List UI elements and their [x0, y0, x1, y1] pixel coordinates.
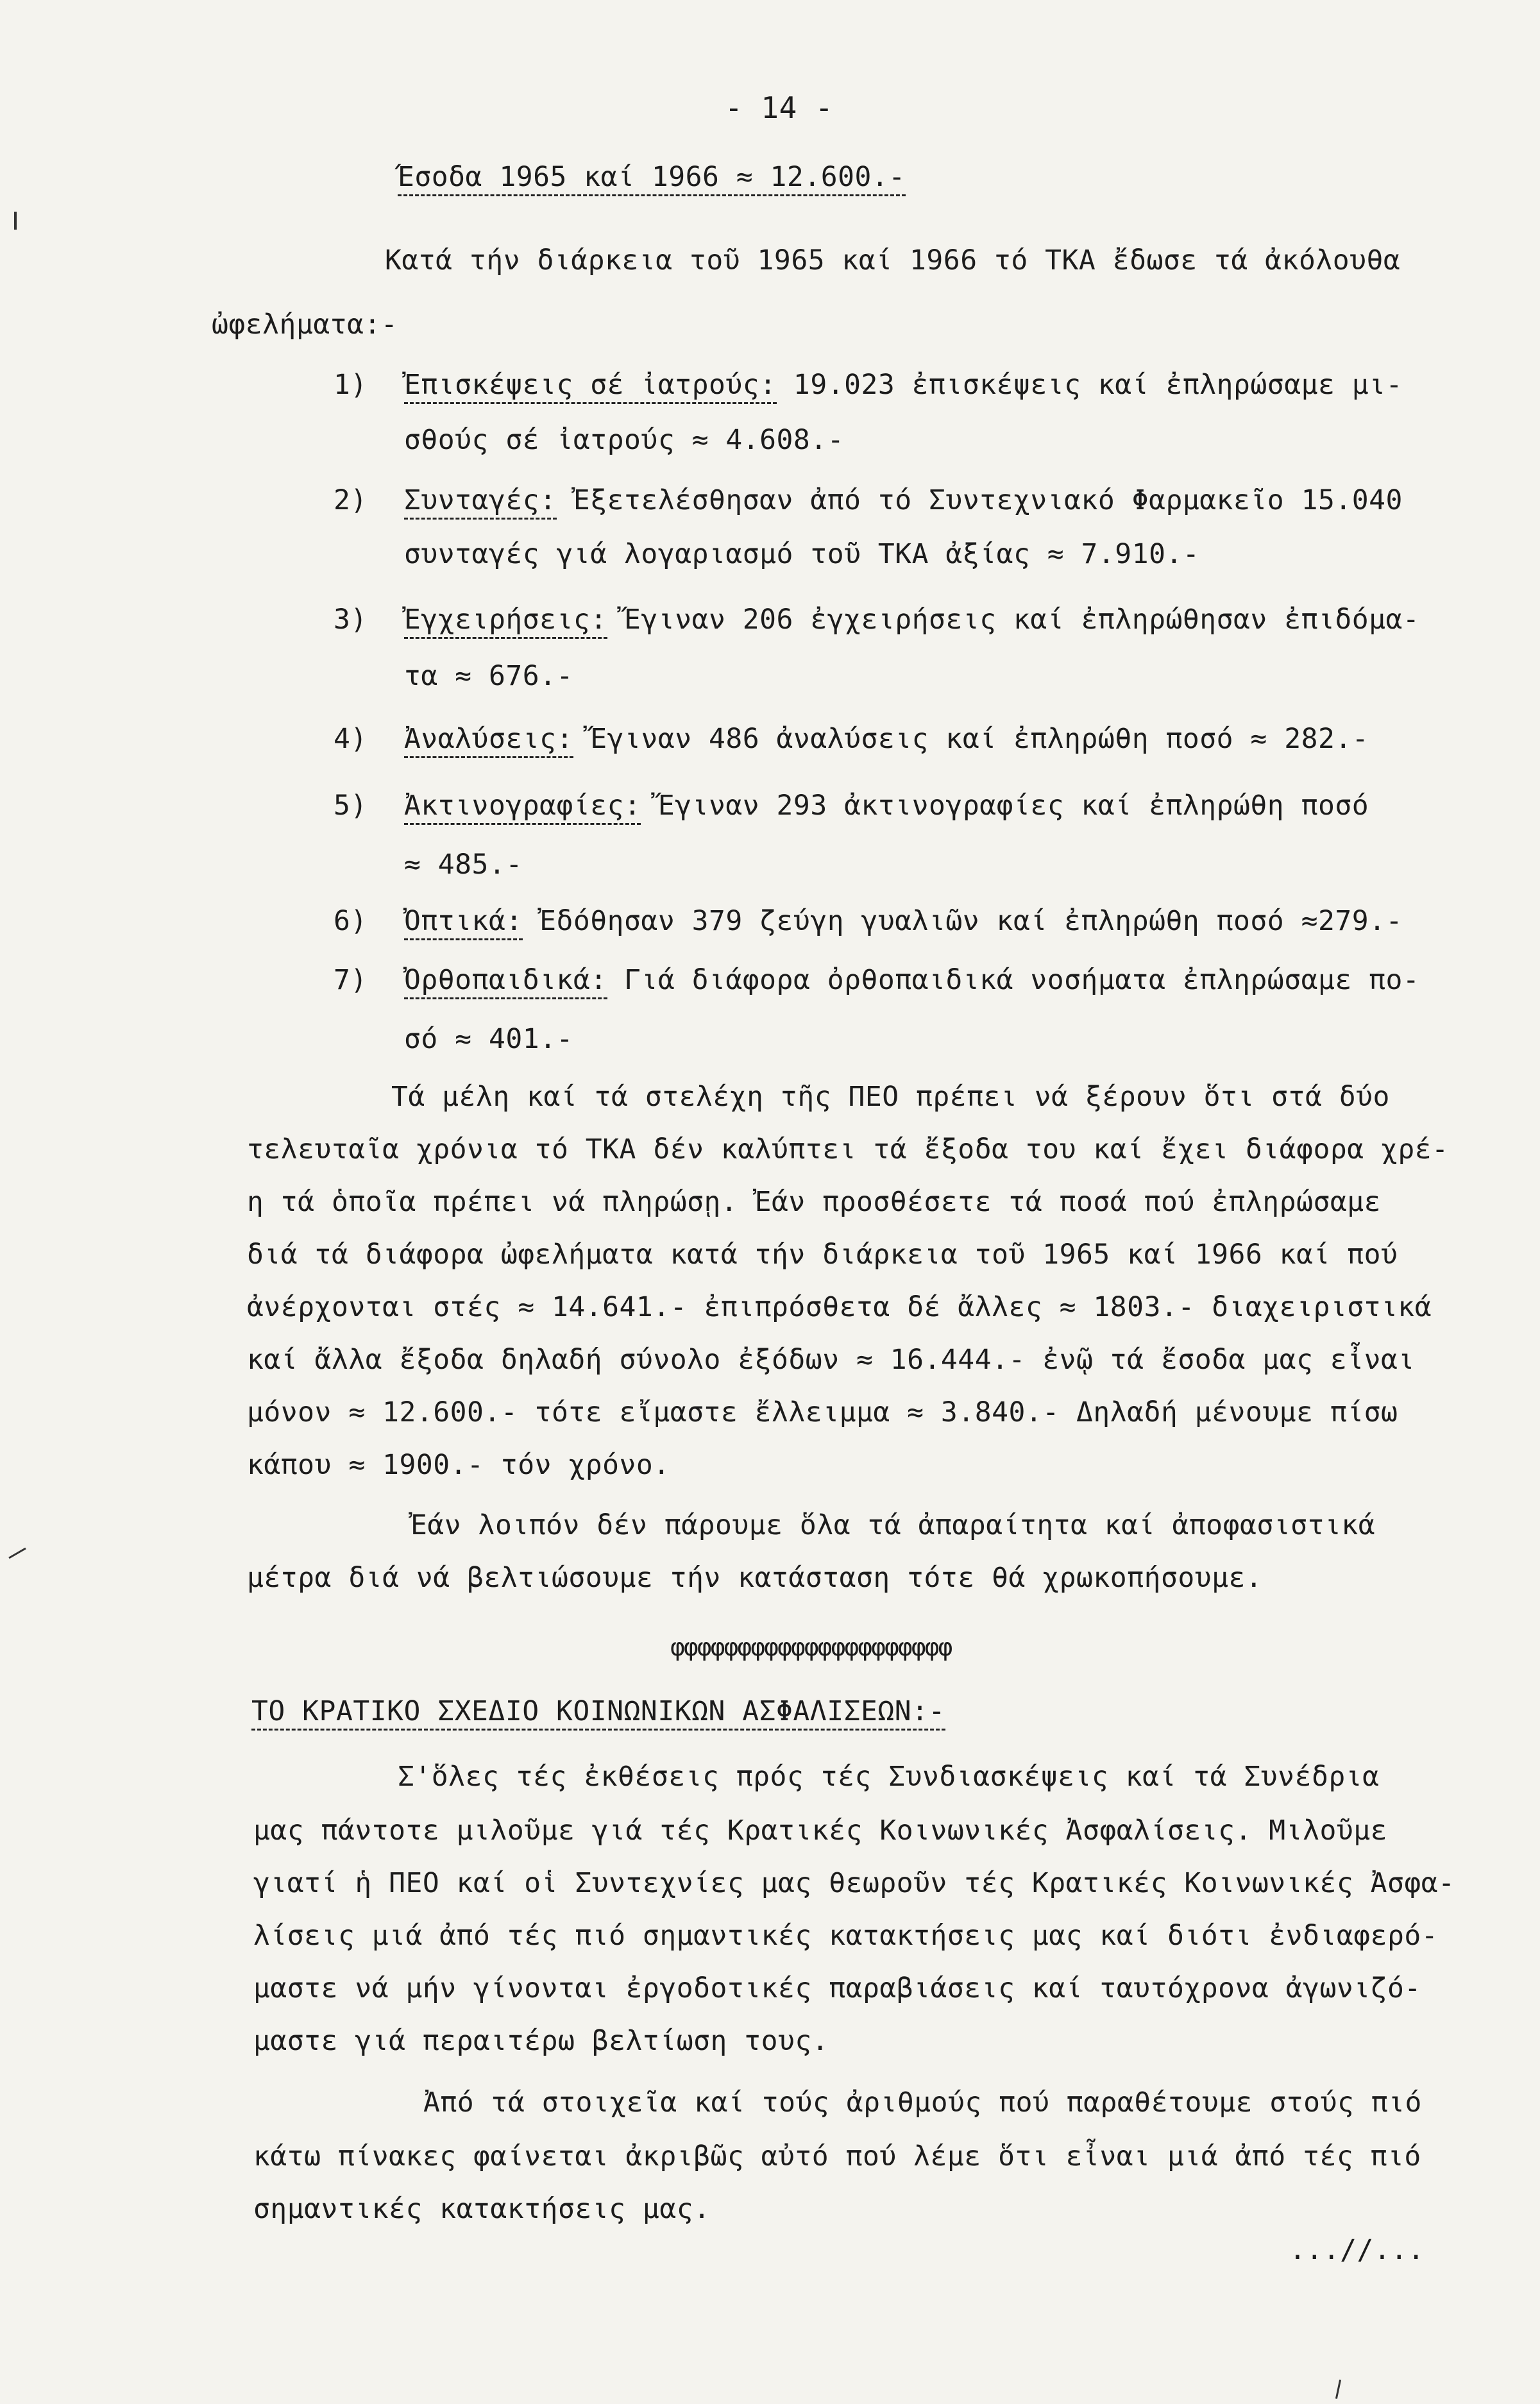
scan-mark [14, 212, 17, 230]
list-item-7-cont: σό ≈ 401.- [404, 1023, 573, 1055]
list-item-5-cont: ≈ 485.- [404, 849, 523, 881]
para1-line-8: κάπου ≈ 1900.- τόν χρόνο. [247, 1449, 670, 1481]
para3-line-3: γιατί ἡ ΠΕΟ καί οἱ Συντεχνίες μας θεωροῦν τές Κρατικές Κοινωνικές Ἀσφα- [253, 1867, 1455, 1899]
list-item-2-title: Συνταγές: [404, 484, 557, 520]
para1-line-3: η τά ὁποῖα πρέπει νά πληρώσῃ. Ἐάν προσθέσετε τά ποσά πού ἐπληρώσαμε [247, 1186, 1382, 1218]
para4-line-1: Ἀπό τά στοιχεῖα καί τούς ἀριθμούς πού παραθέτουμε στούς πιό [423, 2087, 1422, 2119]
para3-line-4: λίσεις μιά ἀπό τές πιό σημαντικές κατακτήσεις μας καί διότι ἐνδιαφερό- [253, 1920, 1439, 1952]
list-item-3-cont: τα ≈ 676.- [404, 660, 573, 692]
heading-income-text: Έσοδα 1965 καί 1966 ≈ 12.600.- [398, 161, 906, 196]
page-number: - 14 - [725, 90, 834, 125]
list-item-7: 7) Ὀρθοπαιδικά: Γιά διάφορα ὀρθοπαιδικά νοσήματα ἐπληρώσαμε πο- [334, 962, 1419, 998]
scan-mark [1335, 2380, 1341, 2399]
para3-line-5: μαστε νά μήν γίνονται ἐργοδοτικές παραβιάσεις καί ταυτόχρονα ἀγωνιζό- [253, 1972, 1421, 2004]
list-item-3: 3) Ἐγχειρήσεις: Ἔγιναν 206 ἐγχειρήσεις καί ἐπληρώθησαν ἐπιδόμα- [334, 602, 1419, 638]
list-item-6-title: Ὀπτικά: [404, 905, 523, 940]
list-item-1: 1) Ἐπισκέψεις σέ ἰατρούς: 19.023 ἐπισκέψεις καί ἐπληρώσαμε μι- [334, 367, 1403, 403]
heading-plan [251, 1693, 945, 1729]
para1-line-4: διά τά διάφορα ὠφελήματα κατά τήν διάρκεια τοῦ 1965 καί 1966 καί πού [247, 1239, 1398, 1271]
para3-line-2: μας πάντοτε μιλοῦμε γιά τές Κρατικές Κοινωνικές Ἀσφαλίσεις. Μιλοῦμε [253, 1815, 1388, 1847]
list-item-1-title: Ἐπισκέψεις σέ ἰατρούς: [404, 369, 777, 404]
para2-line-2: μέτρα διά νά βελτιώσουμε τήν κατάσταση τότε θά χρωκοπήσουμε. [247, 1562, 1263, 1594]
list-item-7-title: Ὀρθοπαιδικά: [404, 964, 607, 999]
list-item-1-cont: σθούς σέ ἰατρούς ≈ 4.608.- [404, 424, 845, 456]
continuation-mark: ...//... [1289, 2234, 1425, 2266]
para1-line-7: μόνον ≈ 12.600.- τότε εἴμαστε ἔλλειμμα ≈ 3.840.- Δηλαδή μένουμε πίσω [247, 1396, 1398, 1428]
list-item-5: 5) Ἀκτινογραφίες: Ἔγιναν 293 ἀκτινογραφίες καί ἐπληρώθη ποσό [334, 788, 1369, 824]
list-item-4: 4) Ἀναλύσεις: Ἔγιναν 486 ἀναλύσεις καί ἐπληρώθη ποσό ≈ 282.- [334, 721, 1369, 757]
list-item-2: 2) Συνταγές: Ἐξετελέσθησαν ἀπό τό Συντεχνιακό Φαρμακεῖο 15.040 [334, 482, 1403, 518]
intro-line-1: Κατά τήν διάρκεια τοῦ 1965 καί 1966 τό ΤΚΑ ἔδωσε τά ἀκόλουθα [385, 244, 1401, 276]
heading-plan-text: ΤΟ ΚΡΑΤΙΚΟ ΣΧΕΔΙΟ ΚΟΙΝΩΝΙΚΩΝ ΑΣΦΑΛΙΣΕΩΝ:- [251, 1695, 945, 1731]
para1-line-6: καί ἄλλα ἔξοδα δηλαδή σύνολο ἐξόδων ≈ 16.444.- ἐνῷ τά ἔσοδα μας εἶναι [247, 1344, 1415, 1376]
scan-mark [8, 1548, 26, 1559]
list-item-4-title: Ἀναλύσεις: [404, 723, 573, 758]
para3-line-1: Σ'ὅλες τές ἐκθέσεις πρός τές Συνδιασκέψεις καί τά Συνέδρια [398, 1761, 1380, 1793]
para2-line-1: Ἐάν λοιπόν δέν πάρουμε ὅλα τά ἀπαραίτητα καί ἀποφασιστικά [410, 1509, 1376, 1541]
list-item-5-title: Ἀκτινογραφίες: [404, 790, 641, 825]
para4-line-2: κάτω πίνακες φαίνεται ἀκριβῶς αὐτό πού λέμε ὅτι εἶναι μιά ἀπό τές πιό [253, 2140, 1421, 2172]
list-item-3-title: Ἐγχειρήσεις: [404, 604, 607, 639]
list-item-6: 6) Ὀπτικά: Ἐδόθησαν 379 ζεύγη γυαλιῶν καί ἐπληρώθη ποσό ≈279.- [334, 903, 1403, 939]
intro-line-2: ὠφελήματα:- [212, 309, 398, 341]
para1-line-1: Τά μέλη καί τά στελέχη τῆς ΠΕΟ πρέπει νά ξέρουν ὅτι στά δύο [391, 1081, 1390, 1113]
para4-line-3: σημαντικές κατακτήσεις μας. [253, 2193, 711, 2225]
list-item-2-cont: συνταγές γιά λογαριασμό τοῦ ΤΚΑ ἀξίας ≈ 7.910.- [404, 538, 1200, 570]
section-divider: φφφφφφφφφφφφφφφφφφφφφ [670, 1633, 952, 1661]
para1-line-5: ἀνέρχονται στές ≈ 14.641.- ἐπιπρόσθετα δέ ἄλλες ≈ 1803.- διαχειριστικά [247, 1291, 1432, 1323]
para3-line-6: μαστε γιά περαιτέρω βελτίωση τους. [253, 2025, 829, 2057]
heading-income [398, 159, 906, 195]
para1-line-2: τελευταῖα χρόνια τό ΤΚΑ δέν καλύπτει τά ἔξοδα του καί ἔχει διάφορα χρέ- [247, 1133, 1449, 1165]
